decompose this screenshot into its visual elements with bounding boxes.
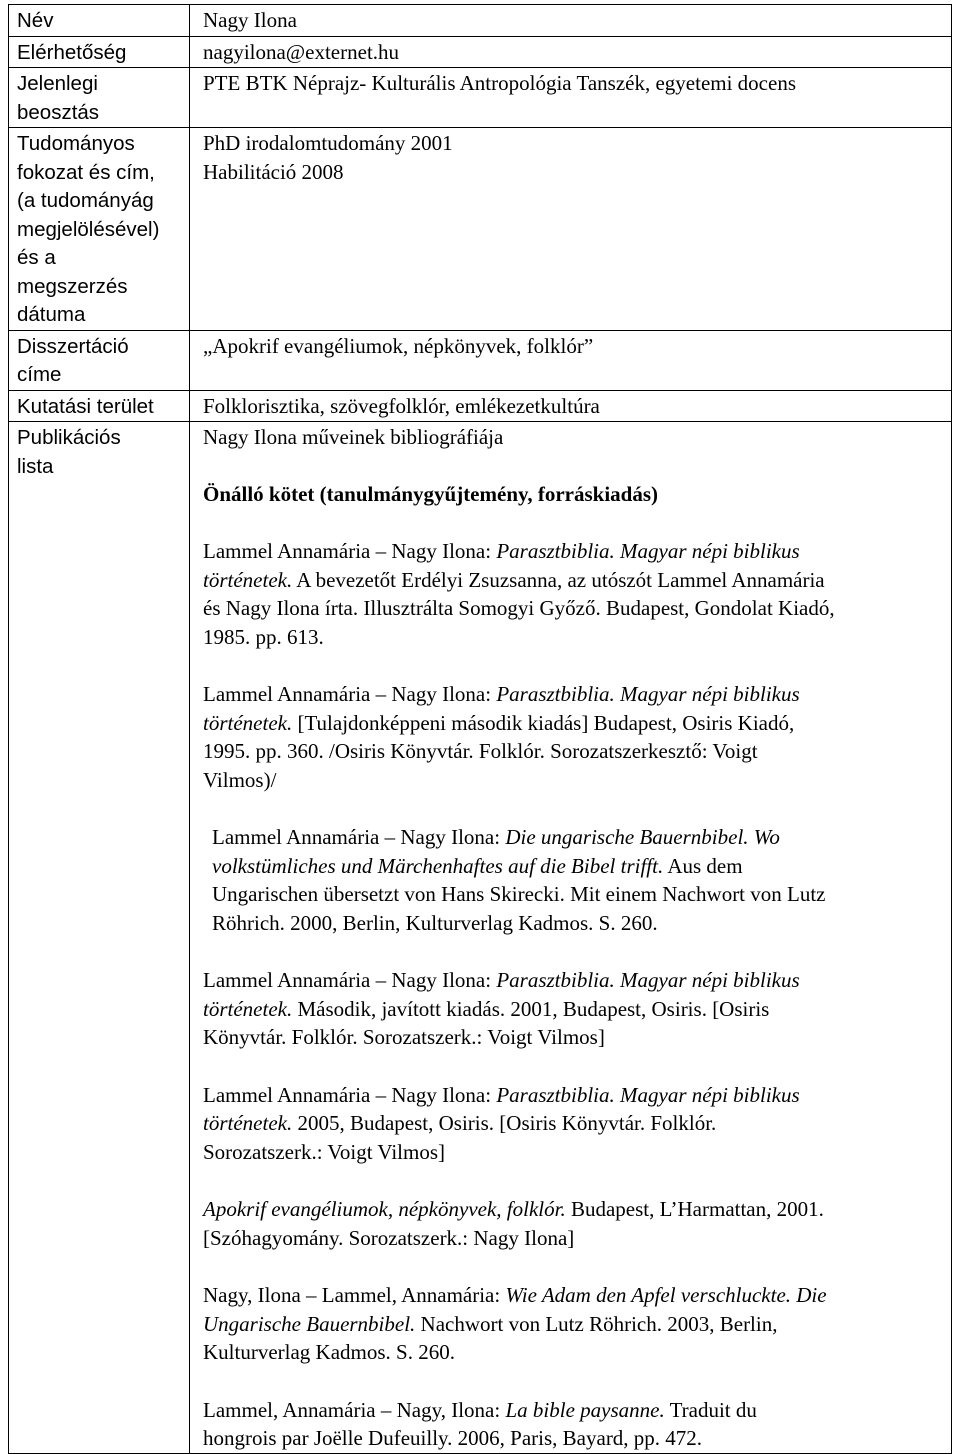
- publication-title-italic: Parasztbiblia. Magyar népi biblikus: [496, 1082, 800, 1107]
- publication-line: hongrois par Joëlle Dufeuilly. 2006, Paris, Bayard, pp. 472.: [203, 1426, 703, 1450]
- spacer: [203, 508, 945, 537]
- publication-entry: [203, 1281, 945, 1367]
- row-label-cell: [9, 5, 190, 37]
- publication-line: Ungarische Bauernbibel. Nachwort von Lutz Röhrich. 2003, Berlin,: [203, 1311, 778, 1336]
- row-value-line: nagyilona@externet.hu: [203, 39, 400, 64]
- row-value-cell: [190, 128, 952, 331]
- row-value-line: Nagy Ilona: [203, 8, 297, 32]
- spacer: [203, 1166, 945, 1195]
- publication-line: volkstümliches und Märchenhaftes auf die Bibel trifft. Aus dem: [212, 853, 743, 878]
- spacer: [203, 937, 945, 966]
- publication-line: Könyvtár. Folklór. Sorozatszerk.: Voigt Vilmos]: [203, 1025, 605, 1049]
- publication-line: Lammel Annamária – Nagy Ilona: Parasztbiblia. Magyar népi biblikus: [203, 968, 800, 992]
- publication-line: Lammel Annamária – Nagy Ilona: Parasztbiblia. Magyar népi biblikus: [203, 1082, 800, 1107]
- publication-entry: [203, 537, 945, 651]
- row-label-cell: [9, 390, 190, 422]
- publication-line: Lammel Annamária – Nagy Ilona: Parasztbiblia. Magyar népi biblikus: [203, 539, 800, 563]
- publication-line: és Nagy Ilona írta. Illusztrálta Somogyi Győző. Budapest, Gondolat Kiadó,: [203, 596, 835, 620]
- publication-entry: [203, 680, 945, 794]
- spacer: [203, 1252, 945, 1281]
- publication-line: 1985. pp. 613.: [203, 624, 324, 649]
- publication-entry: [203, 823, 945, 937]
- publication-line: Lammel, Annamária – Nagy, Ilona: La bible paysanne. Traduit du: [203, 1397, 757, 1422]
- row-label-line: fokozat és cím,: [17, 160, 155, 184]
- publication-title-italic: Parasztbiblia. Magyar népi biblikus: [496, 539, 800, 563]
- cv-table: [8, 4, 952, 1454]
- row-label-line: Kutatási terület: [17, 394, 154, 418]
- row-value-line: Habilitáció 2008: [203, 159, 344, 184]
- publication-line: [Szóhagyomány. Sorozatszerk.: Nagy Ilona]: [203, 1225, 575, 1250]
- spacer: [203, 651, 945, 680]
- publication-title-italic: volkstümliches und Märchenhaftes auf die Bibel trifft.: [212, 853, 664, 878]
- publication-title-italic: Die ungarische Bauernbibel. Wo: [505, 825, 780, 849]
- row-label-line: (a tudományág: [17, 189, 154, 212]
- spacer: [203, 452, 945, 480]
- publication-line: Apokrif evangéliumok, népkönyvek, folklór. Budapest, L’Harmattan, 2001.: [203, 1197, 824, 1221]
- publications-row: [9, 422, 952, 1454]
- publication-line: Röhrich. 2000, Berlin, Kulturverlag Kadmos. S. 260.: [212, 910, 658, 935]
- info-row: [9, 36, 952, 68]
- row-label-line: Jelenlegi: [17, 72, 98, 95]
- publication-title-italic: történetek.: [203, 1111, 293, 1135]
- section-title: Önálló kötet (tanulmánygyűjtemény, forráskiadás): [203, 481, 659, 506]
- info-row: [9, 68, 952, 128]
- publication-title-italic: Parasztbiblia. Magyar népi biblikus: [496, 968, 800, 992]
- publication-line: történetek. A bevezetőt Erdélyi Zsuzsanna, az utószót Lammel Annamária: [203, 567, 825, 592]
- row-value-cell: [190, 5, 952, 37]
- publication-line: történetek. Második, javított kiadás. 2001, Budapest, Osiris. [Osiris: [203, 996, 770, 1021]
- publications-label-line: lista: [17, 454, 54, 478]
- cv-table-body: [9, 5, 952, 1454]
- publication-title-italic: történetek.: [203, 996, 293, 1021]
- info-row: [9, 128, 952, 331]
- publication-line: Sorozatszerk.: Voigt Vilmos]: [203, 1139, 445, 1164]
- publication-line: 1995. pp. 360. /Osiris Könyvtár. Folklór. Sorozatszerkesztő: Voigt: [203, 739, 758, 763]
- spacer: [203, 1052, 945, 1081]
- row-label-line: megjelölésével): [17, 217, 160, 241]
- row-label-line: és a: [17, 246, 56, 269]
- row-value-line: „Apokrif evangéliumok, népkönyvek, folklór”: [203, 333, 594, 358]
- bibliography-intro: Nagy Ilona műveinek bibliográfiája: [203, 425, 504, 449]
- row-label-line: Név: [17, 9, 54, 32]
- publication-entry: [203, 1081, 945, 1167]
- row-label-cell: [9, 128, 190, 331]
- row-value-cell: [190, 390, 952, 422]
- publication-line: Kulturverlag Kadmos. S. 260.: [203, 1340, 455, 1364]
- row-label-line: megszerzés: [17, 274, 128, 298]
- publications-label-line: Publikációs: [17, 426, 121, 449]
- publication-entry: [203, 1195, 945, 1252]
- info-row: [9, 330, 952, 390]
- publication-title-italic: Wie Adam den Apfel verschluckte. Die: [505, 1283, 827, 1307]
- publications-value-cell: [190, 422, 952, 1454]
- publication-title-italic: Parasztbiblia. Magyar népi biblikus: [496, 682, 800, 706]
- row-value-line: PhD irodalomtudomány 2001: [203, 131, 453, 155]
- publication-line: Lammel Annamária – Nagy Ilona: Parasztbiblia. Magyar népi biblikus: [203, 682, 800, 706]
- publication-entry: [203, 1396, 945, 1453]
- publication-title-italic: Ungarische Bauernbibel.: [203, 1311, 416, 1336]
- publication-line: Vilmos)/: [203, 767, 277, 792]
- publication-line: történetek. [Tulajdonképpeni második kiadás] Budapest, Osiris Kiadó,: [203, 710, 795, 735]
- publication-title-italic: történetek.: [203, 710, 293, 735]
- row-label-line: Tudományos: [17, 132, 135, 155]
- publication-title-italic: Apokrif evangéliumok, népkönyvek, folklór.: [203, 1197, 566, 1221]
- publication-entry: [203, 966, 945, 1052]
- publication-line: Ungarischen übersetzt von Hans Skirecki. Mit einem Nachwort von Lutz: [212, 882, 826, 906]
- row-value-cell: [190, 36, 952, 68]
- row-label-cell: [9, 68, 190, 128]
- row-label-cell: [9, 330, 190, 390]
- row-label-line: dátuma: [17, 303, 86, 326]
- spacer: [203, 794, 945, 823]
- row-value-cell: [190, 68, 952, 128]
- row-label-line: Disszertáció: [17, 334, 129, 358]
- row-label-cell: [9, 36, 190, 68]
- info-row: [9, 390, 952, 422]
- row-label-line: Elérhetőség: [17, 40, 127, 64]
- publication-line: történetek. 2005, Budapest, Osiris. [Osiris Könyvtár. Folklór.: [203, 1111, 717, 1135]
- publication-title-italic: történetek.: [203, 567, 293, 592]
- row-value-line: Folklorisztika, szövegfolklór, emlékezetkultúra: [203, 393, 600, 418]
- row-value-line: PTE BTK Néprajz- Kulturális Antropológia Tanszék, egyetemi docens: [203, 71, 796, 95]
- publication-title-italic: La bible paysanne.: [505, 1397, 665, 1422]
- info-row: [9, 5, 952, 37]
- row-value-cell: [190, 330, 952, 390]
- publication-line: Lammel Annamária – Nagy Ilona: Die ungarische Bauernbibel. Wo: [212, 825, 780, 849]
- publication-line: Nagy, Ilona – Lammel, Annamária: Wie Adam den Apfel verschluckte. Die: [203, 1283, 827, 1307]
- row-label-line: címe: [17, 363, 62, 386]
- row-label-line: beosztás: [17, 100, 100, 124]
- spacer: [203, 1367, 945, 1396]
- publications-label-cell: [9, 422, 190, 1454]
